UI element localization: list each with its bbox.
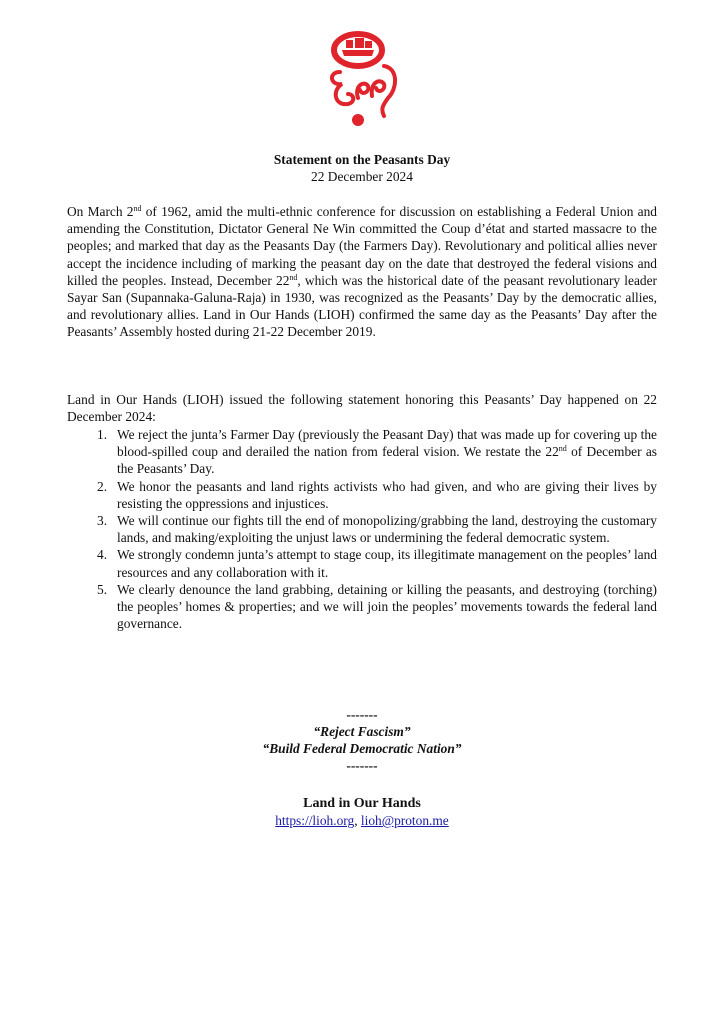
- list-text: of December as the Peasants’ Day.: [117, 444, 657, 477]
- list-number: 1.: [97, 427, 108, 442]
- statement-date: 22 December 2024: [311, 169, 413, 184]
- list-text: We strongly condemn junta’s attempt to stage coup, its illegitimate management on the peoples’ land resources and any collaboration with it.: [117, 547, 657, 580]
- contact-separator: ,: [354, 813, 361, 828]
- email-link[interactable]: lioh@proton.me: [360, 813, 449, 828]
- intro-text-part: , which was the historical date of the peasant revolutionary leader Sayar San (Supannaka-Galuna-Raja) in 1930, was recognized as the Peasants’ Day by the democratic allies, and revolutionary allies. Land in Our Hands (LIOH) confirmed the same day as the Peasants’ Day after the Peasants’ Assembly hosted during 21-22 December 2019.: [67, 272, 658, 340]
- divider-bottom: -------: [346, 758, 378, 773]
- ordinal-suffix: nd: [133, 204, 142, 213]
- list-number: 3.: [97, 513, 108, 529]
- slogan-reject-fascism: “Reject Fascism”: [313, 724, 411, 739]
- list-item: [67, 546, 657, 580]
- contact-line: [0, 812, 724, 829]
- list-number: 4.: [97, 547, 108, 563]
- list-item: [67, 581, 657, 633]
- intro-text-part: of 1962, amid the multi-ethnic conference for discussion on establishing a Federal Union and amending the Constitution, Dictator General Ne Win committed the Coup d’état and started massacre to the peoples; and marked that day as the Peasants Day (the Farmers Day). Revolutionary and political allies never accept the incidence including of marking the peasant day on the date that destroyed the federal visions and killed the peoples. Instead, December 22: [67, 204, 657, 288]
- list-text: We honor the peasants and land rights activists who had given, and who are giving their lives by resisting the oppressions and injustices.: [117, 478, 657, 511]
- list-item: [67, 478, 657, 512]
- intro-paragraph: [67, 203, 657, 341]
- list-text: We clearly denounce the land grabbing, detaining or killing the peasants, and destroying (torching) the peoples’ homes & properties; and we will join the peoples’ movements towards the federal land governance.: [117, 581, 657, 632]
- intro-text-part: On March 2: [67, 204, 134, 219]
- list-text: We reject the junta’s Farmer Day (previously the Peasant Day) that was made up for covering up the blood-spilled coup and derailed the nation from federal vision. We restate the 22: [117, 427, 657, 460]
- list-text: We will continue our fights till the end of monopolizing/grabbing the land, destroying the customary lands, and making/exploiting the unjust laws or undermining the federal democratic system.: [117, 513, 657, 546]
- lioh-logo-icon: [318, 28, 406, 128]
- slogan-build-nation: “Build Federal Democratic Nation”: [262, 741, 462, 756]
- statement-list: [67, 426, 657, 632]
- list-number: 5.: [97, 581, 108, 597]
- statement-lead-paragraph: Land in Our Hands (LIOH) issued the following statement honoring this Peasants’ Day happened on 22 December 2024:: [67, 392, 657, 425]
- statement-title: Statement on the Peasants Day: [273, 152, 451, 167]
- website-link[interactable]: https://lioh.org: [275, 813, 355, 828]
- list-item: [67, 512, 657, 546]
- ordinal-suffix: nd: [289, 272, 298, 282]
- list-number: 2.: [97, 478, 108, 494]
- ordinal-suffix: nd: [558, 444, 567, 454]
- list-item: [67, 426, 657, 478]
- divider-top: -------: [346, 707, 378, 722]
- organization-name: Land in Our Hands: [303, 796, 421, 811]
